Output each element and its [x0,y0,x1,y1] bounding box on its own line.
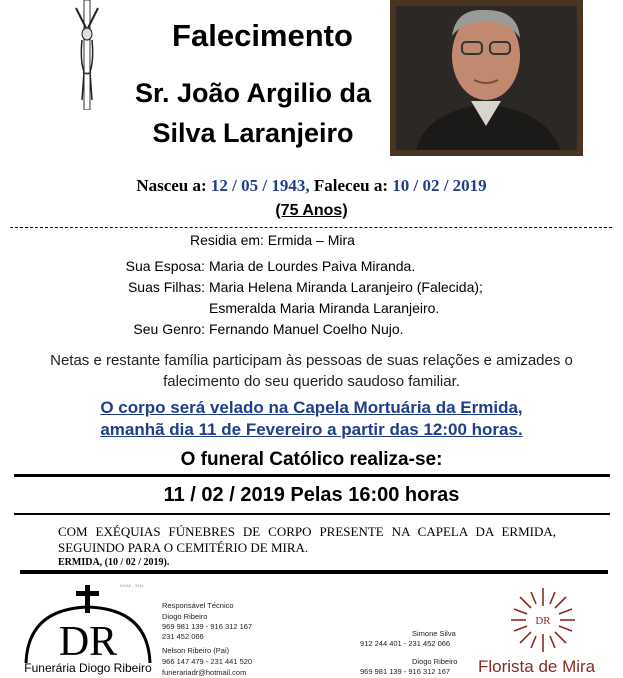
nelson-name: Nelson Ribeiro (Pai) [162,646,230,655]
crucifix-icon [62,0,112,110]
family-label: Sua Esposa: [125,258,205,274]
license-code: DGAE - 3941 [120,583,144,588]
born-label: Nasceu a: [136,176,207,195]
family-list [0,258,623,343]
funeral-title: O funeral Católico realiza-se: [180,449,443,470]
family-value: Esmeralda Maria Miranda Laranjeiro. [209,300,440,316]
nelson-phones: 966 147 479 - 231 441 520 [162,657,253,666]
brand-initials: DR [58,619,118,665]
wake-line2: amanhã dia 11 de Fevereiro a partir das 12:00 horas. [100,420,523,439]
tech-phones: 969 981 139 - 916 312 167 [162,622,253,631]
family-notice: Netas e restante família participam às pessoas de suas relações e amizades o falecimento do seu querido saudoso familiar. [50,352,573,390]
exequias-text: COM EXÉQUIAS FÚNEBRES DE CORPO PRESENTE NA CAPELA DA ERMIDA, SEGUINDO PARA O CEMITÉRIO DE MIRA. [58,524,556,555]
wake-line1: O corpo será velado na Capela Mortuária da Ermida, [100,398,523,417]
florist-initials: DR [535,615,551,627]
family-value: Maria Helena Miranda Laranjeiro (Falecida); [209,279,483,295]
portrait-photo [390,0,583,156]
place-date: ERMIDA, (10 / 02 / 2019). [58,557,170,568]
simone-phones: 912 244 401 - 231 452 066 [360,639,451,648]
brand-name: Funerária Diogo Ribeiro [24,661,152,675]
died-label: Faleceu a: [313,176,388,195]
florist-logo [504,584,582,656]
tech-label: Responsável Técnico [162,601,234,610]
family-value: Maria de Lourdes Paiva Miranda. [209,258,416,274]
florist-name: Florista de Mira [478,657,596,676]
residence: Residia em: Ermida – Mira [190,232,355,248]
wake-info [40,397,583,441]
diogo-phones: 969 981 139 - 916 312 167 [360,667,451,676]
tech-phone2: 231 452 066 [162,632,204,641]
divider [14,474,610,477]
simone-name: Simone Silva [412,629,456,638]
page-title: Falecimento [172,18,353,53]
divider [20,570,608,574]
family-label: Seu Genro: [133,321,205,337]
deceased-name-line2: Silva Laranjeiro [152,118,354,148]
deceased-name-line1: Sr. João Argilio da [134,78,372,108]
diogo-name: Diogo Ribeiro [412,657,458,666]
divider [14,513,610,515]
funeral-time: 11 / 02 / 2019 Pelas 16:00 horas [163,484,460,506]
family-label: Suas Filhas: [127,279,205,295]
died-date: 10 / 02 / 2019 [392,176,487,195]
dates-line [40,176,583,196]
dashed-divider [10,227,612,228]
age: (75 Anos) [275,202,348,219]
family-value: Fernando Manuel Coelho Nujo. [209,321,404,337]
email: funerariadr@hotmail.com [162,668,247,677]
tech-name: Diogo Ribeiro [162,612,208,621]
born-date: 12 / 05 / 1943, [210,176,310,195]
